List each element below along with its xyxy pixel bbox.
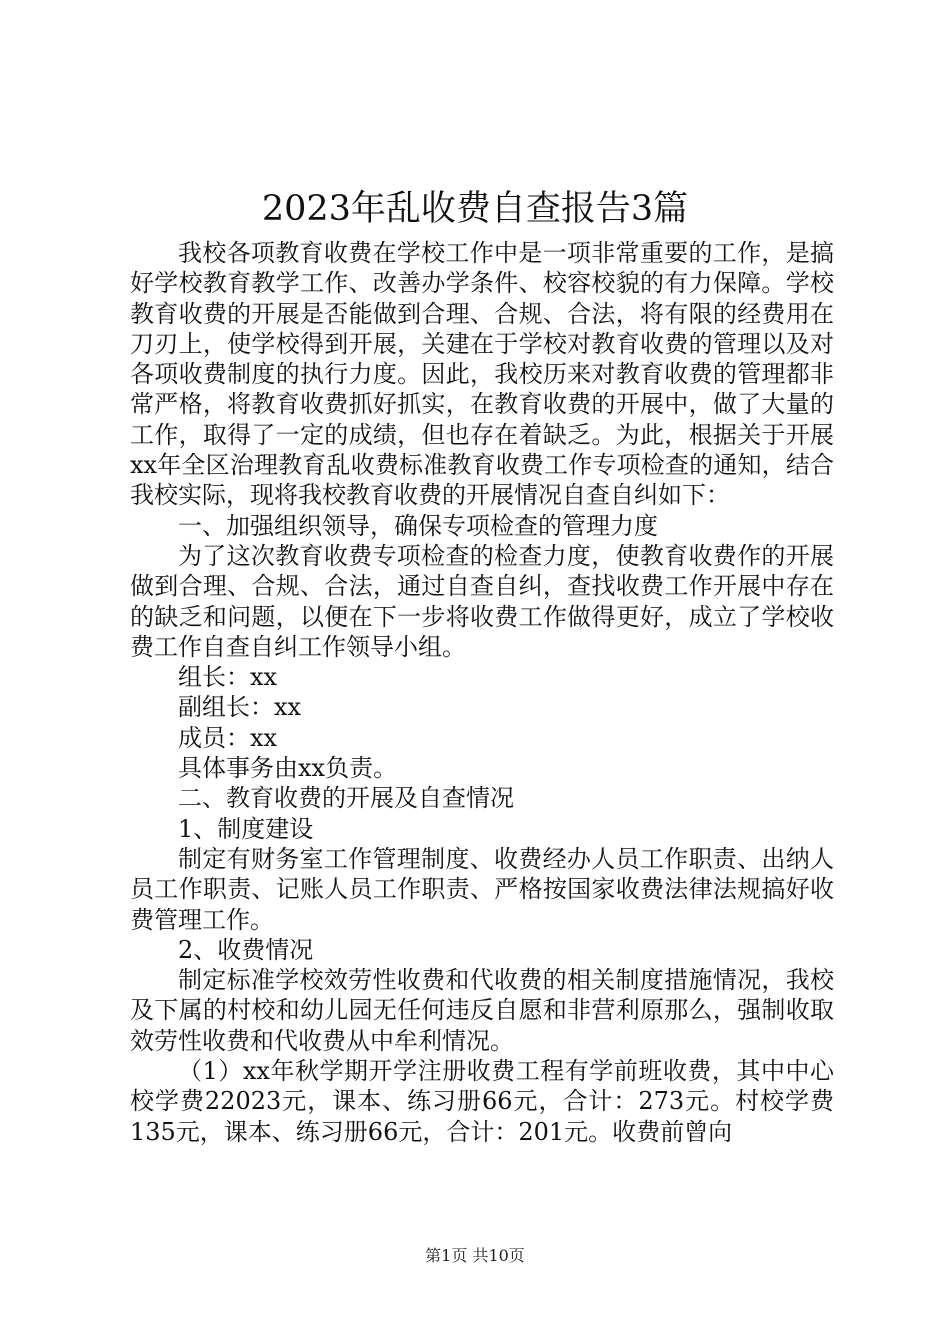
heading-subsection-2: 2、收费情况 [178, 935, 314, 964]
heading-section-2: 二、教育收费的开展及自查情况 [178, 784, 514, 813]
paragraph-system-building: 制定有财务室工作管理制度、收费经办人员工作职责、出纳人员工作职责、记账人员工作职责、严格按国家收费法律法规搞好收费管理工作。 [130, 844, 834, 934]
paragraph-deputy-leader: 副组长：xx [178, 693, 302, 722]
paragraph-section-1: 为了这次教育收费专项检查的检查力度，使教育收费作的开展做到合理、合规、合法，通过自查自纠，查找收费工作开展中存在的缺乏和问题，以便在下一步将收费工作做得更好，成立了学校收费工作自查自纠工作领导小组。 [130, 541, 834, 661]
heading-subsection-1: 1、制度建设 [178, 814, 314, 843]
paragraph-fee-item-1: （1）xx年秋学期开学注册收费工程有学前班收费，其中中心校学费22023元，课本、练习册66元，合计：273元。村校学费135元，课本、练习册66元，合计：201元。收费前曾向 [130, 1057, 834, 1146]
document-body [130, 238, 834, 1147]
paragraph-intro: 我校各项教育收费在学校工作中是一项非常重要的工作，是搞好学校教育教学工作、改善办学条件、校容校貌的有力保障。学校教育收费的开展是否能做到合理、合规、合法，将有限的经费用在刀刃上，使学校得到开展，关建在于学校对教育收费的管理以及对各项收费制度的执行力度。因此，我校历来对教育收费的管理都非常严格，将教育收费抓好抓实，在教育收费的开展中，做了大量的工作，取得了一定的成绩，但也存在着缺乏。为此，根据关于开展xx年全区治理教育乱收费标准教育收费工作专项检查的通知，结合我校实际，现将我校教育收费的开展情况自查自纠如下： [130, 239, 834, 510]
paragraph-leader: 组长：xx [178, 663, 278, 692]
paragraph-members: 成员：xx [178, 723, 278, 752]
paragraph-responsible: 具体事务由xx负责。 [178, 754, 398, 783]
document-title: 2023年乱收费自查报告3篇 [261, 189, 689, 229]
paragraph-fee-situation: 制定标准学校效劳性收费和代收费的相关制度措施情况，我校及下属的村校和幼儿园无任何违反自愿和非营利原那么，强制收取效劳性收费和代收费从中牟利情况。 [130, 966, 834, 1055]
heading-section-1: 一、加强组织领导，确保专项检查的管理力度 [178, 511, 658, 540]
page-footer: 第1页 共10页 [425, 1246, 525, 1265]
